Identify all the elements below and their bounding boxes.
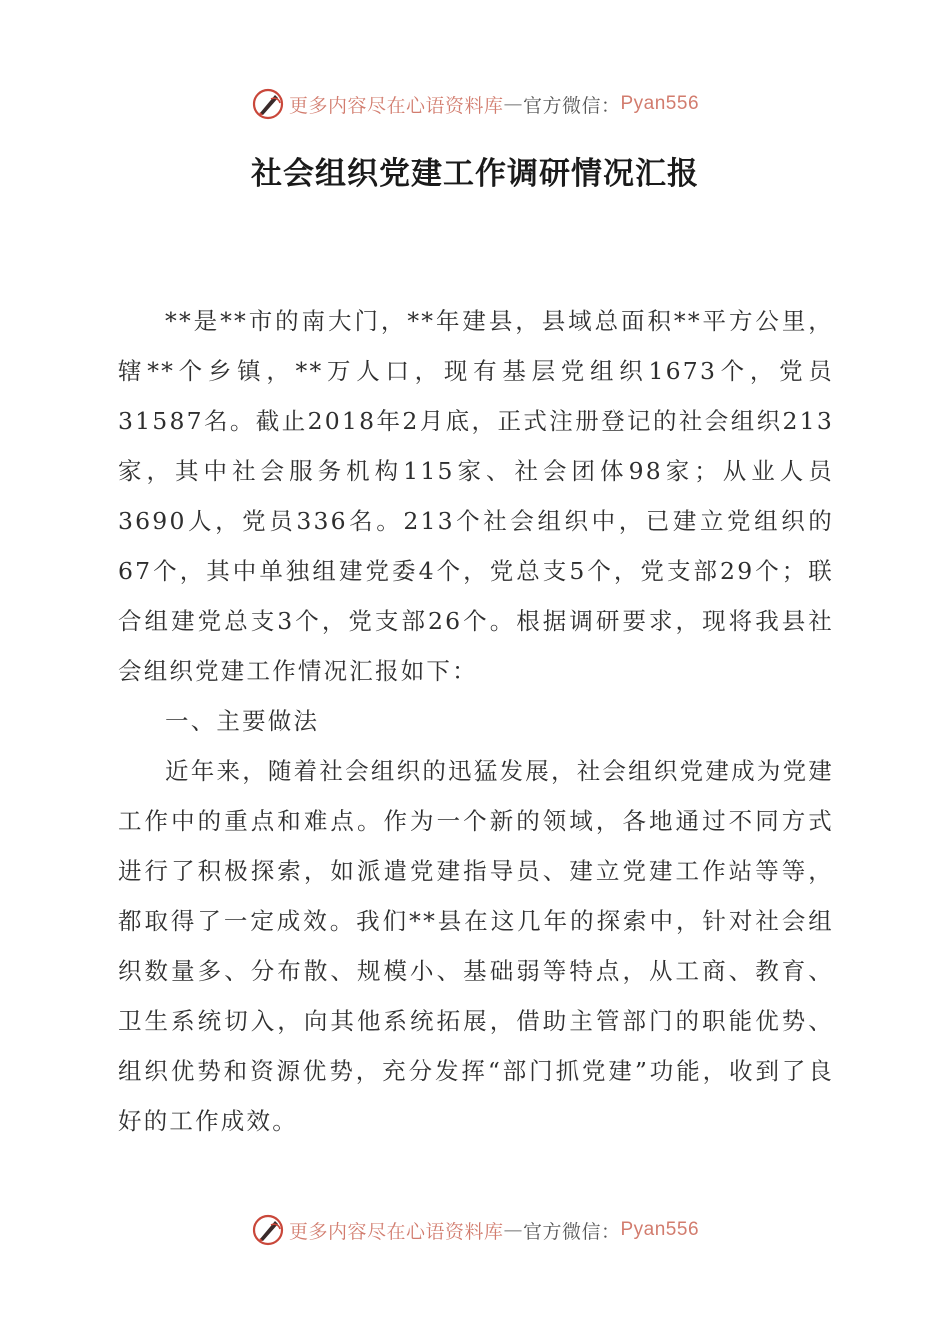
footer-banner <box>0 1210 950 1250</box>
quill-pen-logo-icon <box>251 1213 285 1247</box>
banner-site-name: 更多内容尽在心语资料库 <box>288 1220 504 1243</box>
document-title: 社会组织党建工作调研情况汇报 <box>251 156 699 192</box>
header-banner <box>0 84 950 124</box>
banner-wechat-label: 官方微信： <box>522 94 621 117</box>
section-heading: 一、主要做法 <box>165 707 320 735</box>
paragraph-intro: **是**市的南大门，**年建县，县域总面积**平方公里，辖**个乡镇，**万人口，现有基层党组织1673个，党员31587名。截止2018年2月底，正式注册登记的社会组织213家，其中社会服务机构115家、社会团体98家；从业人员3690人，党员336名。213个社会组织中，已建立党组织的67个，其中单独组建党委4个，党总支5个，党支部29个；联合组建党总支3个，党支部26个。根据调研要求，现将我县社会组织党建工作情况汇报如下： <box>118 307 834 685</box>
document-body <box>118 296 834 1146</box>
banner-wechat-id: Pyan556 <box>620 1219 700 1240</box>
banner-wechat-label: 官方微信： <box>522 1220 621 1243</box>
banner-dash: — <box>503 1219 523 1241</box>
banner-dash: — <box>503 93 523 115</box>
quill-pen-logo-icon <box>251 87 285 121</box>
banner-site-name: 更多内容尽在心语资料库 <box>288 94 504 117</box>
paragraph-practices: 近年来，随着社会组织的迅猛发展，社会组织党建成为党建工作中的重点和难点。作为一个新的领域，各地通过不同方式进行了积极探索，如派遣党建指导员、建立党建工作站等等，都取得了一定成效。我们**县在这几年的探索中，针对社会组织数量多、分布散、规模小、基础弱等特点，从工商、教育、卫生系统切入，向其他系统拓展，借助主管部门的职能优势、组织优势和资源优势，充分发挥“部门抓党建”功能，收到了良好的工作成效。 <box>118 757 834 1135</box>
banner-wechat-id: Pyan556 <box>620 93 700 114</box>
